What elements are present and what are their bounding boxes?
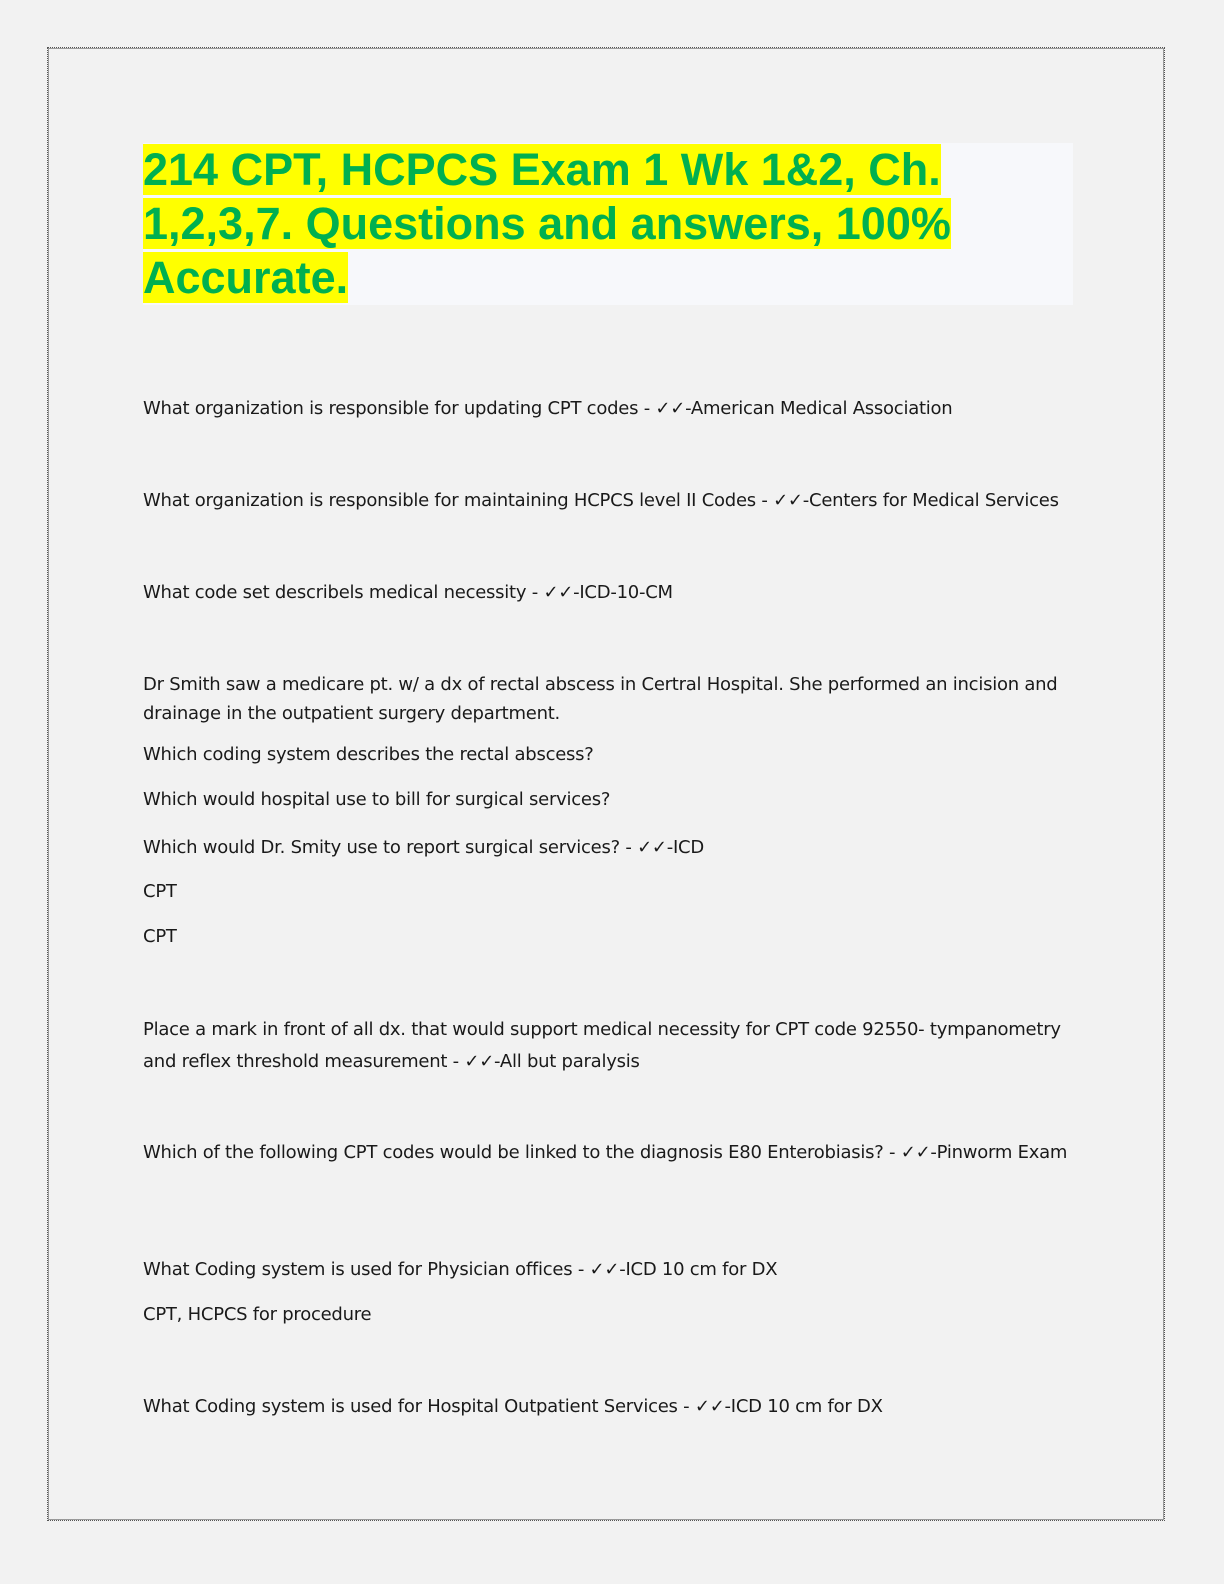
qa-entry-procedure-answer: CPT, HCPCS for procedure xyxy=(143,1304,372,1325)
qa-entry-cpt-org: What organization is responsible for updating CPT codes - ✓✓-American Medical Association xyxy=(143,398,953,419)
qa-entry-hcpcs-org: What organization is responsible for maintaining HCPCS level II Codes - ✓✓-Centers for Medical Services xyxy=(143,490,1059,511)
qa-entry-hospital-outpatient: What Coding system is used for Hospital Outpatient Services - ✓✓-ICD 10 cm for DX xyxy=(143,1396,883,1417)
qa-entry-enterobiasis: Which of the following CPT codes would be linked to the diagnosis E80 Enterobiasis? - ✓✓-Pinworm Exam xyxy=(143,1142,1068,1163)
qa-entry-tympanometry: Place a mark in front of all dx. that would support medical necessity for CPT code 92550- tympanometry and reflex threshold measurement - ✓✓-All but paralysis xyxy=(143,1019,1061,1072)
qa-entry-case-scenario: Dr Smith saw a medicare pt. w/ a dx of rectal abscess in Certral Hospital. She performed an incision and drainage in the outpatient surgery department. xyxy=(143,674,1058,724)
qa-entry-physician-offices: What Coding system is used for Physician offices - ✓✓-ICD 10 cm for DX xyxy=(143,1259,778,1280)
qa-entry-rectal-abscess-question: Which coding system describes the rectal abscess? xyxy=(143,744,594,765)
title-highlight: 214 CPT, HCPCS Exam 1 Wk 1&2, Ch. 1,2,3,7. Questions and answers, 100% Accurate. xyxy=(143,144,951,303)
document-title xyxy=(143,143,1073,305)
qa-entry-answer-cpt-1: CPT xyxy=(143,881,177,902)
qa-entry-hospital-billing-question: Which would hospital use to bill for surgical services? xyxy=(143,789,611,810)
qa-entry-medical-necessity: What code set describels medical necessity - ✓✓-ICD-10-CM xyxy=(143,582,673,603)
qa-entry-physician-report-question: Which would Dr. Smity use to report surgical services? - ✓✓-ICD xyxy=(143,837,704,858)
title-block xyxy=(143,143,1073,305)
qa-entry-answer-cpt-2: CPT xyxy=(143,926,177,947)
